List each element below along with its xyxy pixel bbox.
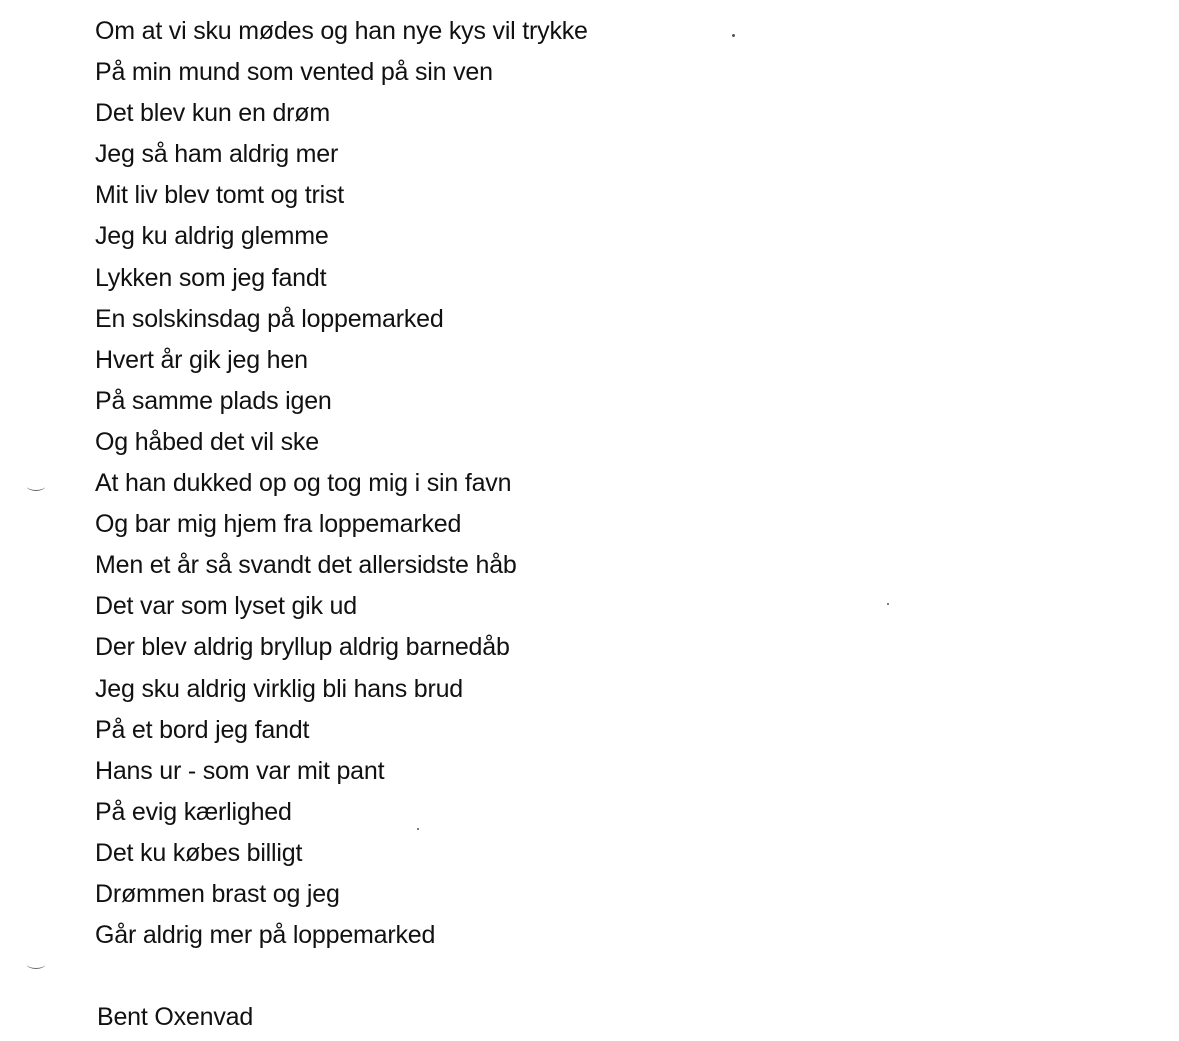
poem-line: Hans ur - som var mit pant: [95, 756, 385, 785]
poem-line: Der blev aldrig bryllup aldrig barnedåb: [95, 633, 510, 662]
poem-line: Mit liv blev tomt og trist: [95, 181, 345, 210]
poem-line: Jeg så ham aldrig mer: [95, 140, 339, 169]
poem-line: Hvert år gik jeg hen: [95, 345, 308, 374]
scan-margin-mark: [27, 960, 45, 969]
poem-line: På samme plads igen: [95, 386, 332, 415]
scan-margin-mark: [27, 482, 45, 491]
poem-text: [95, 11, 995, 956]
poem-line: Og bar mig hjem fra loppemarked: [95, 510, 462, 539]
poem-line: Lykken som jeg fandt: [95, 263, 327, 292]
poem-line: Men et år så svandt det allersidste håb: [95, 551, 517, 580]
scan-speck: [417, 828, 419, 830]
poem-line: At han dukked op og tog mig i sin favn: [95, 469, 512, 498]
poem-line: Om at vi sku mødes og han nye kys vil trykke: [95, 17, 588, 45]
poem-line: Jeg sku aldrig virklig bli hans brud: [95, 674, 463, 703]
poem-line: Går aldrig mer på loppemarked: [95, 921, 436, 950]
poem-line: Det ku købes billigt: [95, 838, 303, 867]
poem-line: En solskinsdag på loppemarked: [95, 304, 444, 333]
author-signature: Bent Oxenvad: [97, 1003, 254, 1031]
poem-line: På et bord jeg fandt: [95, 715, 310, 744]
poem-line: Det var som lyset gik ud: [95, 592, 357, 621]
poem-line: Jeg ku aldrig glemme: [95, 222, 329, 251]
scan-speck: [887, 603, 889, 605]
poem-line: Det blev kun en drøm: [95, 99, 330, 128]
poem-line: På evig kærlighed: [95, 797, 292, 826]
scan-speck: [732, 34, 735, 37]
poem-line: Drømmen brast og jeg: [95, 879, 340, 908]
poem-line: På min mund som vented på sin ven: [95, 58, 493, 87]
poem-line: Og håbed det vil ske: [95, 427, 319, 456]
